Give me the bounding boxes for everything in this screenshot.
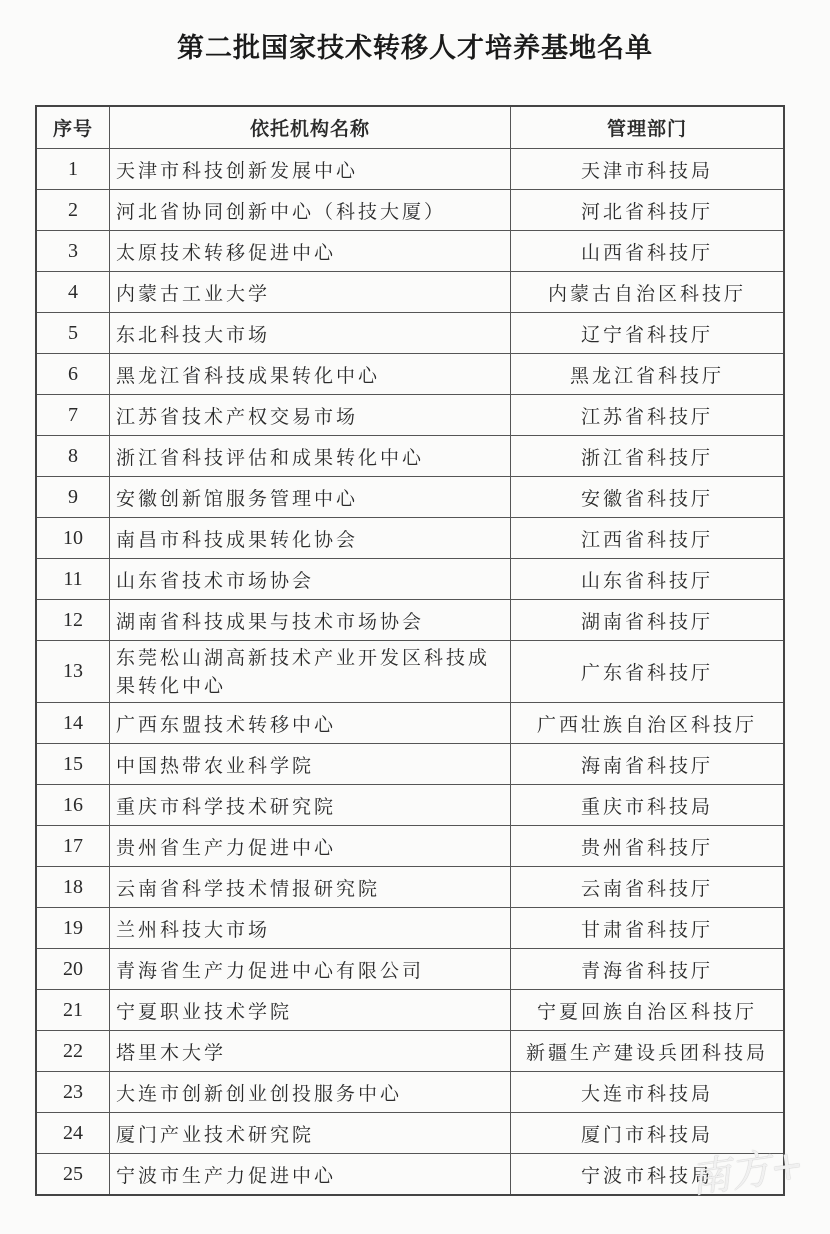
- table-row: [36, 641, 784, 703]
- row-number: 5: [36, 313, 110, 354]
- row-number: 13: [36, 641, 110, 703]
- table-row: [36, 395, 784, 436]
- row-department: 安徽省科技厅: [511, 477, 785, 518]
- row-organization: 中国热带农业科学院: [110, 744, 511, 785]
- table-row: [36, 190, 784, 231]
- row-number: 21: [36, 990, 110, 1031]
- row-number: 24: [36, 1113, 110, 1154]
- row-department: 宁波市科技局: [511, 1154, 785, 1196]
- row-department: 贵州省科技厅: [511, 826, 785, 867]
- row-organization: 塔里木大学: [110, 1031, 511, 1072]
- row-number: 2: [36, 190, 110, 231]
- row-department: 青海省科技厅: [511, 949, 785, 990]
- row-organization: 广西东盟技术转移中心: [110, 703, 511, 744]
- table-row: [36, 436, 784, 477]
- row-number: 11: [36, 559, 110, 600]
- row-department: 辽宁省科技厅: [511, 313, 785, 354]
- header-org: 依托机构名称: [110, 106, 511, 149]
- row-number: 23: [36, 1072, 110, 1113]
- table-row: [36, 785, 784, 826]
- row-department: 厦门市科技局: [511, 1113, 785, 1154]
- row-number: 18: [36, 867, 110, 908]
- table-row: [36, 949, 784, 990]
- table-header-row: [36, 106, 784, 149]
- row-organization: 厦门产业技术研究院: [110, 1113, 511, 1154]
- row-department: 内蒙古自治区科技厅: [511, 272, 785, 313]
- row-organization: 湖南省科技成果与技术市场协会: [110, 600, 511, 641]
- row-department: 甘肃省科技厅: [511, 908, 785, 949]
- row-number: 8: [36, 436, 110, 477]
- row-number: 17: [36, 826, 110, 867]
- row-number: 14: [36, 703, 110, 744]
- row-department: 黑龙江省科技厅: [511, 354, 785, 395]
- row-organization: 浙江省科技评估和成果转化中心: [110, 436, 511, 477]
- row-number: 16: [36, 785, 110, 826]
- row-number: 3: [36, 231, 110, 272]
- row-department: 宁夏回族自治区科技厅: [511, 990, 785, 1031]
- document-title: 第二批国家技术转移人才培养基地名单: [177, 33, 653, 64]
- row-number: 10: [36, 518, 110, 559]
- row-organization: 内蒙古工业大学: [110, 272, 511, 313]
- table-row: [36, 272, 784, 313]
- row-number: 25: [36, 1154, 110, 1196]
- row-organization: 东北科技大市场: [110, 313, 511, 354]
- row-number: 4: [36, 272, 110, 313]
- table-row: [36, 1031, 784, 1072]
- row-department: 山东省科技厅: [511, 559, 785, 600]
- row-organization: 天津市科技创新发展中心: [110, 149, 511, 190]
- row-department: 重庆市科技局: [511, 785, 785, 826]
- row-number: 22: [36, 1031, 110, 1072]
- table-row: [36, 744, 784, 785]
- table-row: [36, 1113, 784, 1154]
- row-department: 广东省科技厅: [511, 641, 785, 703]
- row-number: 9: [36, 477, 110, 518]
- table-row: [36, 354, 784, 395]
- table-row: [36, 559, 784, 600]
- row-department: 浙江省科技厅: [511, 436, 785, 477]
- row-department: 广西壮族自治区科技厅: [511, 703, 785, 744]
- row-organization: 南昌市科技成果转化协会: [110, 518, 511, 559]
- row-number: 15: [36, 744, 110, 785]
- header-dept: 管理部门: [511, 106, 785, 149]
- row-organization: 山东省技术市场协会: [110, 559, 511, 600]
- row-department: 河北省科技厅: [511, 190, 785, 231]
- base-list-table: [35, 105, 785, 1196]
- table-row: [36, 867, 784, 908]
- row-department: 海南省科技厅: [511, 744, 785, 785]
- row-department: 江西省科技厅: [511, 518, 785, 559]
- row-department: 湖南省科技厅: [511, 600, 785, 641]
- row-department: 江苏省科技厅: [511, 395, 785, 436]
- row-number: 12: [36, 600, 110, 641]
- row-organization: 宁夏职业技术学院: [110, 990, 511, 1031]
- row-number: 1: [36, 149, 110, 190]
- row-organization: 云南省科学技术情报研究院: [110, 867, 511, 908]
- table-row: [36, 826, 784, 867]
- table-row: [36, 908, 784, 949]
- row-organization: 青海省生产力促进中心有限公司: [110, 949, 511, 990]
- table-row: [36, 600, 784, 641]
- table-row: [36, 1154, 784, 1196]
- table-row: [36, 313, 784, 354]
- row-organization: 太原技术转移促进中心: [110, 231, 511, 272]
- row-organization: 贵州省生产力促进中心: [110, 826, 511, 867]
- table-row: [36, 518, 784, 559]
- row-organization: 宁波市生产力促进中心: [110, 1154, 511, 1196]
- table-row: [36, 477, 784, 518]
- table-row: [36, 149, 784, 190]
- table-row: [36, 1072, 784, 1113]
- row-organization: 重庆市科学技术研究院: [110, 785, 511, 826]
- row-number: 19: [36, 908, 110, 949]
- row-department: 山西省科技厅: [511, 231, 785, 272]
- row-department: 新疆生产建设兵团科技局: [511, 1031, 785, 1072]
- row-organization: 黑龙江省科技成果转化中心: [110, 354, 511, 395]
- table-row: [36, 990, 784, 1031]
- row-number: 20: [36, 949, 110, 990]
- row-organization: 兰州科技大市场: [110, 908, 511, 949]
- header-no: 序号: [36, 106, 110, 149]
- watermark-logo: 南方+: [687, 1141, 807, 1203]
- row-organization: 东莞松山湖高新技术产业开发区科技成果转化中心: [110, 641, 511, 703]
- table-row: [36, 703, 784, 744]
- row-organization: 江苏省技术产权交易市场: [110, 395, 511, 436]
- row-organization: 安徽创新馆服务管理中心: [110, 477, 511, 518]
- row-number: 6: [36, 354, 110, 395]
- row-department: 天津市科技局: [511, 149, 785, 190]
- row-department: 云南省科技厅: [511, 867, 785, 908]
- table-row: [36, 231, 784, 272]
- row-organization: 大连市创新创业创投服务中心: [110, 1072, 511, 1113]
- row-number: 7: [36, 395, 110, 436]
- row-department: 大连市科技局: [511, 1072, 785, 1113]
- row-organization: 河北省协同创新中心（科技大厦）: [110, 190, 511, 231]
